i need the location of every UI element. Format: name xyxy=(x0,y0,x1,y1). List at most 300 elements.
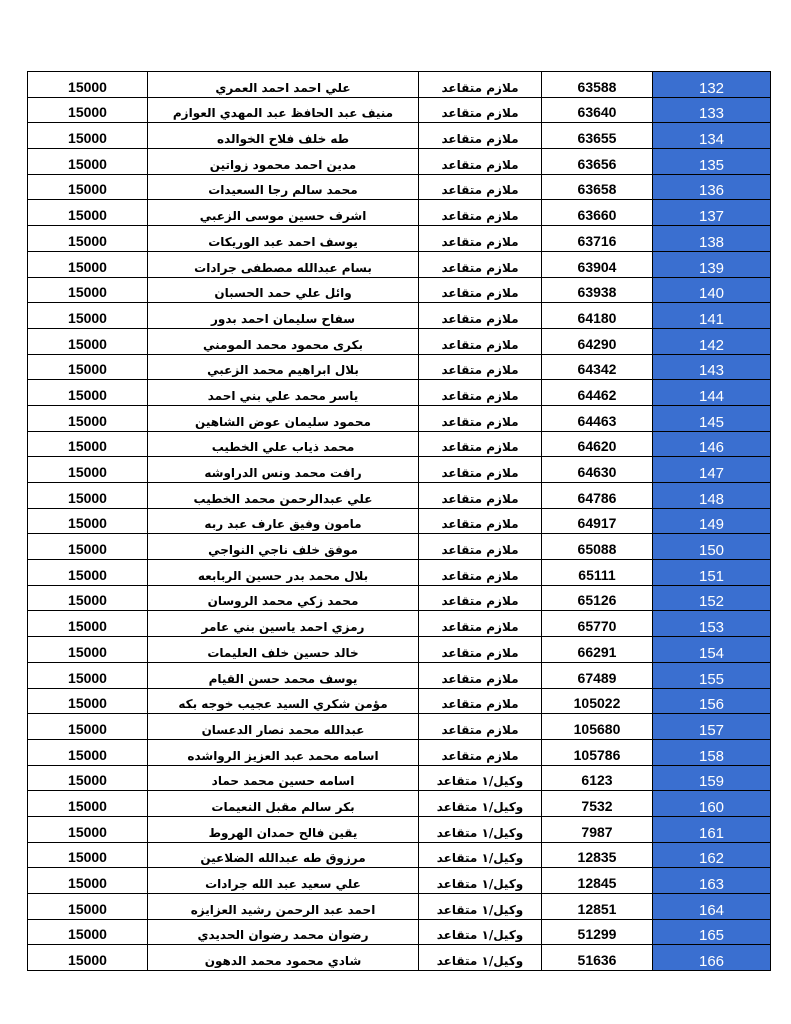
name-cell xyxy=(148,637,419,663)
id-number-cell-text: 65770 xyxy=(577,618,617,635)
rank-cell-text: ملازم متقاعد xyxy=(441,80,519,95)
id-number-cell-text: 63656 xyxy=(577,155,617,172)
id-number-cell xyxy=(542,72,653,98)
sequence-cell xyxy=(653,123,771,149)
amount-cell-text: 15000 xyxy=(68,232,107,249)
id-number-cell-text: 63658 xyxy=(577,181,617,198)
amount-cell xyxy=(28,791,148,817)
rank-cell-text: ملازم متقاعد xyxy=(441,286,519,301)
table-row xyxy=(28,945,771,971)
rank-cell-text: ملازم متقاعد xyxy=(441,620,519,635)
rank-cell xyxy=(419,534,542,560)
amount-cell-text: 15000 xyxy=(68,284,107,301)
amount-cell-text: 15000 xyxy=(68,309,107,326)
table-row xyxy=(28,431,771,457)
amount-cell xyxy=(28,868,148,894)
id-number-cell-text: 64630 xyxy=(577,464,617,480)
amount-cell xyxy=(28,637,148,663)
name-cell-text: مرزوق طه عبدالله الضلاعين xyxy=(200,851,366,866)
id-number-cell-text: 12835 xyxy=(577,849,617,866)
rank-cell xyxy=(419,739,542,765)
name-cell-text: طه خلف فلاح الخوالده xyxy=(217,132,349,147)
amount-cell-text: 15000 xyxy=(68,412,107,429)
id-number-cell xyxy=(542,765,653,791)
id-number-cell xyxy=(542,303,653,329)
table-row xyxy=(28,842,771,868)
id-number-cell xyxy=(542,277,653,303)
amount-cell-text: 15000 xyxy=(68,592,107,609)
name-cell-text: رضوان محمد رضوان الحديدي xyxy=(197,928,369,943)
name-cell-text: سفاح سليمان احمد بدور xyxy=(210,311,356,326)
name-cell-text: مامون وفيق عارف عبد ربه xyxy=(204,517,362,532)
id-number-cell xyxy=(542,611,653,637)
rank-cell xyxy=(419,868,542,894)
rank-cell xyxy=(419,508,542,534)
name-cell xyxy=(148,303,419,329)
id-number-cell-text: 64620 xyxy=(577,438,617,455)
rank-cell-text: ملازم متقاعد xyxy=(441,748,519,763)
table-row xyxy=(28,123,771,149)
name-cell-text: موفق خلف ناجي النواجي xyxy=(208,543,358,558)
table-row xyxy=(28,611,771,637)
id-number-cell xyxy=(542,842,653,868)
name-cell-text: رافت محمد ونس الدراوشه xyxy=(204,466,362,480)
sequence-cell-text: 137 xyxy=(698,208,725,226)
sequence-cell-text: 157 xyxy=(698,721,725,739)
id-number-cell xyxy=(542,380,653,406)
sequence-cell-text: 132 xyxy=(698,79,725,97)
table-row xyxy=(28,739,771,765)
table-row xyxy=(28,457,771,483)
amount-cell xyxy=(28,251,148,277)
name-cell-text: بلال محمد بدر حسين الربابعه xyxy=(197,568,369,583)
id-number-cell xyxy=(542,457,653,483)
name-cell-text: محمود سليمان عوض الشاهين xyxy=(195,414,371,429)
sequence-cell xyxy=(653,894,771,920)
id-number-cell-text: 65126 xyxy=(577,592,617,609)
amount-cell xyxy=(28,662,148,688)
sequence-cell-text: 154 xyxy=(698,644,725,662)
name-cell-text: محمد سالم رجا السعيدات xyxy=(208,183,358,198)
sequence-cell xyxy=(653,585,771,611)
name-cell-text: محمد ذياب علي الخطيب xyxy=(211,440,355,455)
amount-cell-text: 15000 xyxy=(68,489,107,506)
name-cell-text: يوسف احمد عبد الوريكات xyxy=(208,234,358,249)
id-number-cell xyxy=(542,354,653,380)
amount-cell xyxy=(28,149,148,175)
name-cell-text: اشرف حسين موسى الزعبي xyxy=(199,209,367,224)
name-cell xyxy=(148,431,419,457)
id-number-cell xyxy=(542,816,653,842)
table-row xyxy=(28,919,771,945)
rank-cell xyxy=(419,277,542,303)
table-row xyxy=(28,816,771,842)
sequence-cell-text: 140 xyxy=(698,285,725,303)
name-cell xyxy=(148,919,419,945)
name-cell xyxy=(148,354,419,380)
table-row xyxy=(28,585,771,611)
id-number-cell xyxy=(542,431,653,457)
table-row xyxy=(28,354,771,380)
rank-cell xyxy=(419,123,542,149)
rank-cell-text: ملازم متقاعد xyxy=(441,337,519,352)
id-number-cell xyxy=(542,534,653,560)
table-row xyxy=(28,534,771,560)
amount-cell-text: 15000 xyxy=(68,130,107,147)
amount-cell xyxy=(28,380,148,406)
id-number-cell-text: 63660 xyxy=(577,207,617,224)
name-cell-text: عبدالله محمد نصار الدعسان xyxy=(201,722,365,737)
amount-cell-text: 15000 xyxy=(68,566,107,583)
id-number-cell xyxy=(542,405,653,431)
id-number-cell-text: 105786 xyxy=(573,746,621,763)
rank-cell xyxy=(419,251,542,277)
rank-cell-text: ملازم متقاعد xyxy=(441,183,519,198)
name-cell-text: خالد حسين خلف العليمات xyxy=(207,645,359,660)
id-number-cell xyxy=(542,149,653,175)
name-cell xyxy=(148,585,419,611)
name-cell xyxy=(148,226,419,252)
amount-cell xyxy=(28,611,148,637)
name-cell-text: منيف عبد الحافظ عبد المهدي العوازم xyxy=(172,106,394,121)
name-cell xyxy=(148,868,419,894)
rank-cell-text: ملازم متقاعد xyxy=(441,132,519,147)
id-number-cell-text: 65088 xyxy=(577,541,617,558)
name-cell xyxy=(148,816,419,842)
amount-cell xyxy=(28,894,148,920)
amount-cell xyxy=(28,688,148,714)
amount-cell-text: 15000 xyxy=(68,438,107,455)
sequence-cell xyxy=(653,328,771,354)
table-row xyxy=(28,894,771,920)
name-cell xyxy=(148,534,419,560)
amount-cell-text: 15000 xyxy=(68,695,107,712)
table-row xyxy=(28,662,771,688)
id-number-cell-text: 12845 xyxy=(577,875,617,891)
id-number-cell-text: 64917 xyxy=(577,515,617,532)
id-number-cell-text: 64462 xyxy=(577,386,617,403)
rank-cell xyxy=(419,97,542,123)
rank-cell-text: ملازم متقاعد xyxy=(441,671,519,686)
name-cell xyxy=(148,508,419,534)
sequence-cell xyxy=(653,303,771,329)
name-cell-text: وائل علي حمد الحسبان xyxy=(214,286,352,301)
amount-cell xyxy=(28,72,148,98)
id-number-cell xyxy=(542,791,653,817)
sequence-cell xyxy=(653,662,771,688)
sequence-cell-text: 141 xyxy=(698,310,725,328)
sequence-cell xyxy=(653,919,771,945)
amount-cell xyxy=(28,200,148,226)
table-row xyxy=(28,868,771,894)
id-number-cell xyxy=(542,662,653,688)
rank-cell-text: وكيل/١ متقاعد xyxy=(436,954,524,969)
sequence-cell-text: 166 xyxy=(698,953,725,971)
sequence-cell-text: 159 xyxy=(698,773,725,791)
table-row xyxy=(28,688,771,714)
rank-cell xyxy=(419,405,542,431)
rank-cell-text: ملازم متقاعد xyxy=(441,594,519,609)
name-cell xyxy=(148,688,419,714)
table-row xyxy=(28,303,771,329)
sequence-cell xyxy=(653,174,771,200)
rank-cell xyxy=(419,842,542,868)
amount-cell-text: 15000 xyxy=(68,155,107,172)
name-cell xyxy=(148,842,419,868)
amount-cell xyxy=(28,560,148,586)
amount-cell-text: 15000 xyxy=(68,207,107,224)
sequence-cell-text: 160 xyxy=(698,798,725,816)
sequence-cell xyxy=(653,149,771,175)
name-cell-text: ياسر محمد علي بني احمد xyxy=(207,388,359,403)
table-row xyxy=(28,174,771,200)
sequence-cell xyxy=(653,791,771,817)
rank-cell-text: ملازم متقاعد xyxy=(441,260,519,275)
rank-cell xyxy=(419,662,542,688)
amount-cell-text: 15000 xyxy=(68,464,107,480)
rank-cell-text: ملازم متقاعد xyxy=(441,234,519,249)
sequence-cell xyxy=(653,816,771,842)
name-cell xyxy=(148,277,419,303)
sequence-cell-text: 146 xyxy=(698,439,725,457)
id-number-cell-text: 64342 xyxy=(577,361,617,378)
amount-cell xyxy=(28,842,148,868)
sequence-cell xyxy=(653,277,771,303)
amount-cell xyxy=(28,457,148,483)
rank-cell xyxy=(419,611,542,637)
id-number-cell-text: 63655 xyxy=(577,130,617,147)
sequence-cell-text: 155 xyxy=(698,670,725,688)
table-row xyxy=(28,508,771,534)
amount-cell xyxy=(28,328,148,354)
name-cell xyxy=(148,123,419,149)
amount-cell-text: 15000 xyxy=(68,875,107,891)
rank-cell xyxy=(419,816,542,842)
id-number-cell xyxy=(542,123,653,149)
name-cell-text: يقين فالح حمدان الهروط xyxy=(208,825,358,840)
rank-cell-text: ملازم متقاعد xyxy=(441,568,519,583)
amount-cell-text: 15000 xyxy=(68,335,107,352)
amount-cell-text: 15000 xyxy=(68,361,107,378)
rank-cell xyxy=(419,328,542,354)
rank-cell-text: وكيل/١ متقاعد xyxy=(436,877,524,891)
rank-cell-text: وكيل/١ متقاعد xyxy=(436,799,524,814)
amount-cell-text: 15000 xyxy=(68,181,107,198)
table-row xyxy=(28,714,771,740)
name-cell-text: بكر سالم مقبل النعيمات xyxy=(211,799,355,814)
sequence-cell-text: 150 xyxy=(698,542,725,560)
rank-cell xyxy=(419,945,542,971)
name-cell xyxy=(148,405,419,431)
amount-cell xyxy=(28,277,148,303)
rank-cell-text: ملازم متقاعد xyxy=(441,388,519,403)
id-number-cell-text: 51299 xyxy=(577,926,617,943)
sequence-cell-text: 135 xyxy=(698,156,725,174)
sequence-cell-text: 148 xyxy=(698,490,725,508)
sequence-cell-text: 136 xyxy=(698,182,725,200)
amount-cell-text: 15000 xyxy=(68,104,107,121)
sequence-cell xyxy=(653,765,771,791)
id-number-cell-text: 63588 xyxy=(577,78,617,95)
rank-cell-text: ملازم متقاعد xyxy=(441,440,519,455)
id-number-cell-text: 63640 xyxy=(577,104,617,121)
sequence-cell xyxy=(653,72,771,98)
name-cell-text: رمزي احمد ياسين بني عامر xyxy=(201,620,365,635)
id-number-cell xyxy=(542,200,653,226)
id-number-cell xyxy=(542,97,653,123)
sequence-cell-text: 145 xyxy=(698,413,725,431)
name-cell-text: مؤمن شكري السيد عجيب خوجه بكه xyxy=(178,697,388,712)
sequence-cell-text: 152 xyxy=(698,593,725,611)
table-row xyxy=(28,72,771,98)
name-cell xyxy=(148,457,419,483)
id-number-cell-text: 105022 xyxy=(573,695,621,712)
amount-cell xyxy=(28,174,148,200)
name-cell xyxy=(148,560,419,586)
sequence-cell xyxy=(653,868,771,894)
amount-cell-text: 15000 xyxy=(68,386,107,403)
table-row xyxy=(28,405,771,431)
sequence-cell xyxy=(653,97,771,123)
sequence-cell-text: 162 xyxy=(698,850,725,868)
rank-cell xyxy=(419,560,542,586)
rank-cell-text: وكيل/١ متقاعد xyxy=(436,825,524,840)
name-cell xyxy=(148,611,419,637)
sequence-cell xyxy=(653,380,771,406)
sequence-cell xyxy=(653,560,771,586)
id-number-cell xyxy=(542,688,653,714)
amount-cell-text: 15000 xyxy=(68,900,107,917)
amount-cell xyxy=(28,97,148,123)
name-cell xyxy=(148,251,419,277)
rank-cell xyxy=(419,483,542,509)
sequence-cell-text: 147 xyxy=(698,465,725,482)
name-cell xyxy=(148,945,419,971)
sequence-cell xyxy=(653,688,771,714)
amount-cell-text: 15000 xyxy=(68,541,107,558)
amount-cell xyxy=(28,765,148,791)
sequence-cell-text: 164 xyxy=(698,901,725,919)
amount-cell xyxy=(28,714,148,740)
name-cell-text: بكرى محمود محمد المومني xyxy=(203,337,363,352)
rank-cell-text: ملازم متقاعد xyxy=(441,517,519,532)
id-number-cell xyxy=(542,919,653,945)
name-cell xyxy=(148,174,419,200)
rank-cell xyxy=(419,174,542,200)
rank-cell xyxy=(419,791,542,817)
roster-table xyxy=(27,71,771,971)
sequence-cell-text: 165 xyxy=(698,927,725,945)
amount-cell-text: 15000 xyxy=(68,797,107,814)
name-cell xyxy=(148,765,419,791)
id-number-cell-text: 67489 xyxy=(577,669,617,686)
amount-cell xyxy=(28,534,148,560)
amount-cell xyxy=(28,405,148,431)
amount-cell-text: 15000 xyxy=(68,669,107,686)
name-cell-text: بلال ابراهيم محمد الزعبي xyxy=(207,363,359,378)
name-cell xyxy=(148,791,419,817)
amount-cell xyxy=(28,739,148,765)
amount-cell-text: 15000 xyxy=(68,78,107,95)
amount-cell-text: 15000 xyxy=(68,952,107,969)
rank-cell xyxy=(419,585,542,611)
rank-cell-text: ملازم متقاعد xyxy=(441,491,519,506)
amount-cell-text: 15000 xyxy=(68,772,107,789)
id-number-cell-text: 66291 xyxy=(577,643,617,660)
rank-cell-text: ملازم متقاعد xyxy=(441,363,519,378)
id-number-cell-text: 64786 xyxy=(577,489,617,506)
table-row xyxy=(28,277,771,303)
table-row xyxy=(28,637,771,663)
amount-cell-text: 15000 xyxy=(68,926,107,943)
amount-cell-text: 15000 xyxy=(68,643,107,660)
amount-cell xyxy=(28,919,148,945)
amount-cell xyxy=(28,508,148,534)
sequence-cell-text: 156 xyxy=(698,696,725,714)
id-number-cell xyxy=(542,483,653,509)
id-number-cell xyxy=(542,174,653,200)
sequence-cell-text: 133 xyxy=(698,105,725,123)
rank-cell xyxy=(419,714,542,740)
rank-cell xyxy=(419,72,542,98)
table-row xyxy=(28,251,771,277)
sequence-cell xyxy=(653,457,771,483)
rank-cell xyxy=(419,431,542,457)
table-row xyxy=(28,483,771,509)
name-cell-text: علي سعيد عبد الله جرادات xyxy=(205,877,361,891)
sequence-cell xyxy=(653,251,771,277)
id-number-cell-text: 7532 xyxy=(581,797,613,814)
sequence-cell-text: 161 xyxy=(698,824,725,842)
sequence-cell-text: 134 xyxy=(698,131,725,149)
rank-cell xyxy=(419,226,542,252)
id-number-cell-text: 64463 xyxy=(577,412,617,429)
id-number-cell-text: 65111 xyxy=(578,566,616,583)
amount-cell-text: 15000 xyxy=(68,823,107,840)
name-cell-text: بسام عبدالله مصطفى جرادات xyxy=(194,260,372,275)
table-row xyxy=(28,97,771,123)
amount-cell-text: 15000 xyxy=(68,746,107,763)
amount-cell xyxy=(28,354,148,380)
id-number-cell-text: 12851 xyxy=(577,900,617,917)
id-number-cell xyxy=(542,328,653,354)
sequence-cell xyxy=(653,714,771,740)
sequence-cell-text: 158 xyxy=(698,747,725,765)
rank-cell xyxy=(419,765,542,791)
name-cell-text: محمد زكي محمد الروسان xyxy=(207,594,359,609)
name-cell xyxy=(148,97,419,123)
sequence-cell xyxy=(653,739,771,765)
sequence-cell xyxy=(653,508,771,534)
id-number-cell xyxy=(542,585,653,611)
id-number-cell xyxy=(542,714,653,740)
name-cell xyxy=(148,714,419,740)
rank-cell-text: ملازم متقاعد xyxy=(441,106,519,121)
sequence-cell xyxy=(653,226,771,252)
sequence-cell-text: 142 xyxy=(698,336,725,354)
amount-cell xyxy=(28,816,148,842)
amount-cell-text: 15000 xyxy=(68,258,107,275)
name-cell-text: شادي محمود محمد الدهون xyxy=(204,954,362,969)
roster-body xyxy=(28,72,771,971)
id-number-cell xyxy=(542,508,653,534)
id-number-cell-text: 63904 xyxy=(577,258,617,275)
rank-cell xyxy=(419,894,542,920)
table-row xyxy=(28,226,771,252)
table-row xyxy=(28,149,771,175)
name-cell xyxy=(148,380,419,406)
sequence-cell xyxy=(653,354,771,380)
